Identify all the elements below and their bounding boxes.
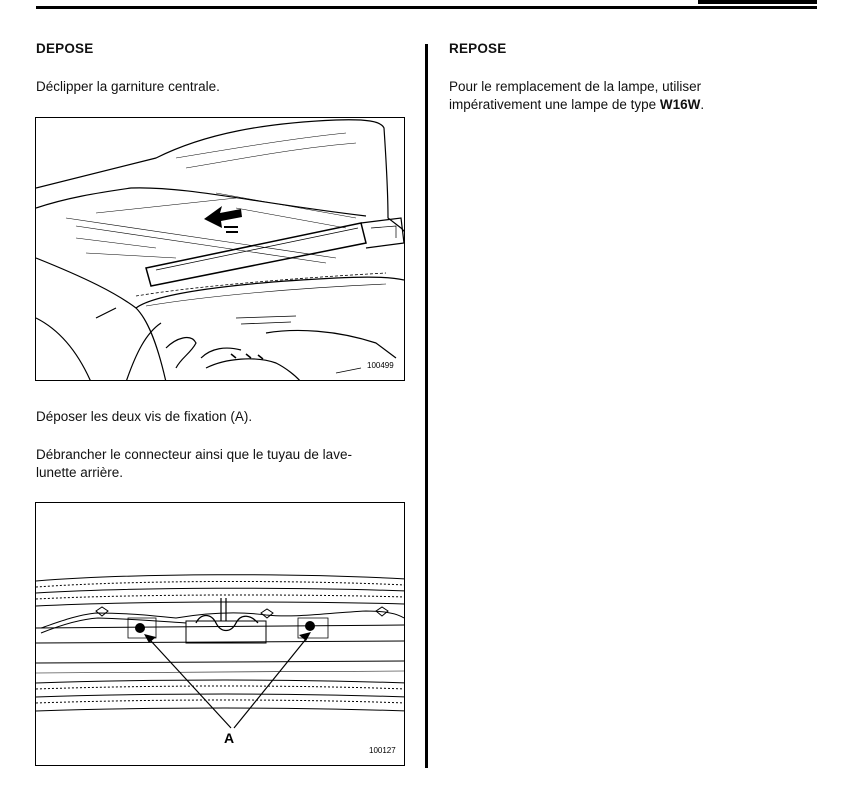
depose-instruction-1: Déclipper la garniture centrale.	[36, 79, 220, 94]
top-rule	[36, 6, 817, 9]
column-divider	[425, 44, 428, 768]
figure-screw-locations	[35, 502, 405, 766]
repose-heading: REPOSE	[449, 41, 507, 56]
depose-heading: DEPOSE	[36, 41, 94, 56]
callout-a-label: A	[224, 730, 235, 746]
repose-instruction-text: impérativement une lampe de type	[449, 97, 660, 112]
repose-instruction-line1: Pour le remplacement de la lampe, utiliser	[449, 79, 702, 94]
depose-instruction-2: Déposer les deux vis de fixation (A).	[36, 409, 253, 424]
top-rule-tab	[698, 0, 817, 4]
depose-instruction-3-line1: Débrancher le connecteur ainsi que le tuyau de lave-	[36, 447, 352, 462]
figure-trim-removal	[35, 117, 405, 381]
repose-instruction-period: .	[700, 97, 705, 112]
depose-instruction-3-line2: lunette arrière.	[36, 465, 124, 480]
screw-locations-illustration	[36, 503, 405, 766]
figure2-number: 100127	[369, 746, 396, 755]
repose-instruction-line2	[449, 96, 704, 114]
figure1-number: 100499	[367, 361, 394, 370]
trim-removal-illustration	[36, 118, 405, 381]
lamp-type: W16W	[659, 97, 701, 112]
